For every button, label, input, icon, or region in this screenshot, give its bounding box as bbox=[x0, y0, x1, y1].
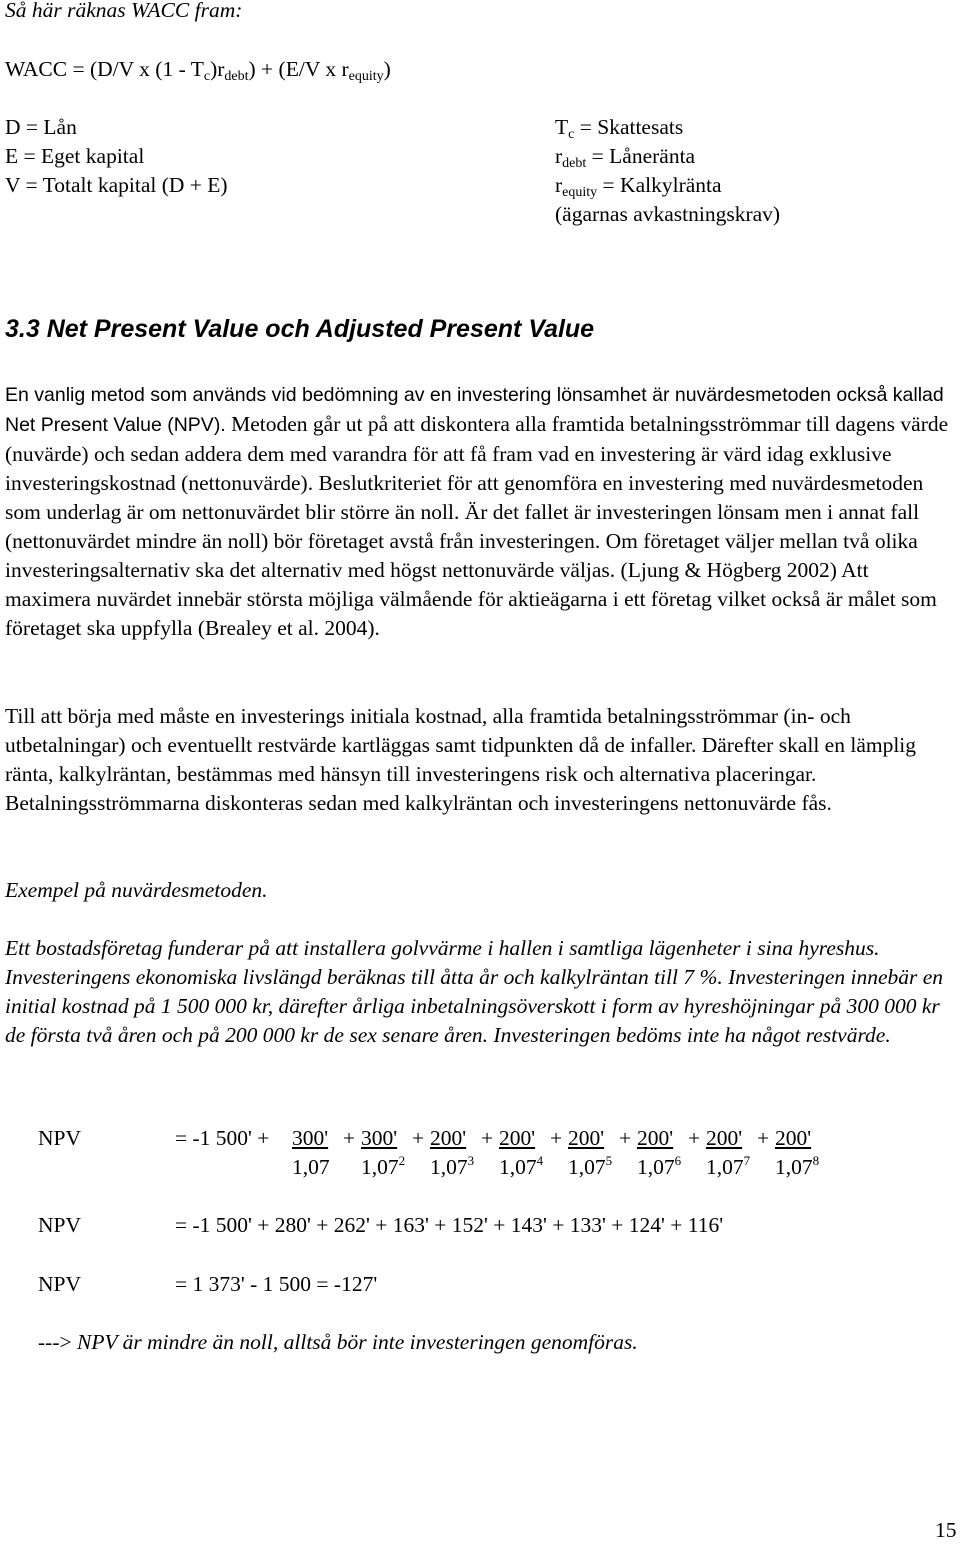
npv-denominator-base: 1,07 bbox=[775, 1155, 813, 1179]
npv-label-2: NPV bbox=[38, 1213, 82, 1237]
npv-denominator bbox=[430, 1153, 474, 1182]
npv-plus-sign: + bbox=[343, 1126, 356, 1150]
intro-title: Så här räknas WACC fram: bbox=[5, 0, 243, 22]
paragraph-sans-part: En vanlig metod som används vid bedömning av en investering lönsamhet är nuvärdesmetoden också kallad Net Present Value (NPV). bbox=[5, 384, 944, 436]
npv-exponent: 2 bbox=[398, 1153, 406, 1168]
definitions-right bbox=[555, 113, 780, 229]
npv-row3: = 1 373' - 1 500 = -127' bbox=[175, 1272, 378, 1296]
npv-exponent: 8 bbox=[812, 1153, 820, 1168]
npv-denominator-base: 1,07 bbox=[430, 1155, 468, 1179]
npv-plus-sign: + bbox=[481, 1126, 494, 1150]
formula-part: ) bbox=[383, 57, 391, 81]
conclusion-arrow: ---> bbox=[38, 1330, 72, 1354]
def-symbol: T bbox=[555, 115, 569, 139]
npv-label-3: NPV bbox=[38, 1272, 82, 1296]
definition-requity bbox=[555, 171, 780, 200]
formula-part: ) + (E/V x r bbox=[248, 57, 349, 81]
paragraph-method-steps bbox=[5, 702, 955, 818]
definition-tc bbox=[555, 113, 780, 142]
def-text: = Låneränta bbox=[586, 144, 696, 168]
formula-sub-debt: debt bbox=[224, 69, 249, 84]
def-sub: equity bbox=[562, 185, 598, 200]
definition-rdebt bbox=[555, 142, 780, 171]
definition-d: D = Lån bbox=[5, 115, 77, 139]
npv-denominator bbox=[568, 1153, 612, 1182]
formula-sub-equity: equity bbox=[348, 69, 384, 84]
npv-exponent: 7 bbox=[743, 1153, 751, 1168]
npv-denominator bbox=[775, 1153, 819, 1182]
definition-e: E = Eget kapital bbox=[5, 144, 145, 168]
def-sub: c bbox=[568, 127, 575, 142]
example-text bbox=[5, 934, 955, 1050]
formula-part: )r bbox=[210, 57, 225, 81]
formula-part: WACC = (D/V x (1 - T bbox=[5, 57, 204, 81]
def-symbol: r bbox=[555, 173, 563, 197]
npv-denominator bbox=[499, 1153, 543, 1182]
npv-row2: = -1 500' + 280' + 262' + 163' + 152' + 143' + 133' + 124' + 116' bbox=[175, 1213, 724, 1237]
example-title: Exempel på nuvärdesmetoden. bbox=[5, 878, 268, 902]
npv-denominator-base: 1,07 bbox=[706, 1155, 744, 1179]
npv-denominator-base: 1,07 bbox=[568, 1155, 606, 1179]
wacc-formula bbox=[5, 55, 391, 84]
npv-numerator: 200' bbox=[775, 1126, 812, 1150]
npv-plus-sign: + bbox=[757, 1126, 770, 1150]
definitions-left bbox=[5, 113, 228, 200]
def-symbol: r bbox=[555, 144, 563, 168]
npv-denominator bbox=[292, 1153, 330, 1182]
npv-row1-start: = -1 500' + bbox=[175, 1126, 270, 1150]
paragraph-text: Till att börja med måste en investerings initiala kostnad, alla framtida betalningsströmmar (in- och utbetalningar) och eventuellt restvärde kartläggas samt tidpunkten då de infaller. Därefter skall en lämplig ränta, kalkylräntan, bestämmas med hänsyn till investeringens risk och alternativa placeringar. Betalningsströmmarna diskonteras sedan med kalkylräntan och investeringens nettonuvärde fås. bbox=[5, 704, 917, 815]
paragraph-npv-description bbox=[5, 380, 955, 643]
definition-v: V = Totalt kapital (D + E) bbox=[5, 173, 228, 197]
def-text: = Skattesats bbox=[574, 115, 684, 139]
definition-requity-note: (ägarnas avkastningskrav) bbox=[555, 202, 781, 226]
npv-numerator: 200' bbox=[637, 1126, 674, 1150]
npv-denominator bbox=[361, 1153, 405, 1182]
npv-exponent: 4 bbox=[536, 1153, 544, 1168]
conclusion bbox=[38, 1328, 638, 1357]
def-sub: debt bbox=[562, 156, 587, 171]
paragraph-serif-part: Metoden går ut på att diskontera alla framtida betalningsströmmar till dagens värde (nuvärde) och sedan addera dem med varandra för att få fram vad en investering är värd idag exklusive investeringskostnad (nettonuvärde). Beslutkriteriet för att genomföra en investering med nuvärdesmetoden som underlag är om nettonuvärdet blir större än noll. Är det fallet är investeringen lönsam men i annat fall (nettonuvärdet mindre än noll) bör företaget avstå från investeringen. Om företaget väljer mellan två olika investeringsalternativ ska det alternativ med högst nettonuvärde väljas. (Ljung & Högberg 2002) Att maximera nuvärdet innebär största möjliga välmående för aktieägarna i ett företag vilket också är målet som företaget ska uppfylla (Brealey et al. 2004). bbox=[5, 412, 949, 640]
npv-numerator: 200' bbox=[706, 1126, 743, 1150]
formula-sub-c: c bbox=[203, 69, 211, 84]
npv-exponent: 6 bbox=[674, 1153, 682, 1168]
npv-numerator: 200' bbox=[568, 1126, 605, 1150]
npv-plus-sign: + bbox=[550, 1126, 563, 1150]
npv-exponent: 3 bbox=[467, 1153, 475, 1168]
npv-denominator-base: 1,07 bbox=[499, 1155, 537, 1179]
npv-label-1: NPV bbox=[38, 1126, 82, 1150]
npv-numerator: 300' bbox=[292, 1126, 329, 1150]
example-paragraph: Ett bostadsföretag funderar på att installera golvvärme i hallen i samtliga lägenheter i sina hyreshus. Investeringens ekonomiska livslängd beräknas till åtta år och kalkylräntan till 7 %. Investeringen innebär en initial kostnad på 1 500 000 kr, därefter årliga inbetalningsöverskott i form av hyreshöjningar på 300 000 kr de första två åren och på 200 000 kr de sex senare åren. Investeringen bedöms inte ha något restvärde. bbox=[5, 936, 944, 1047]
npv-exponent: 5 bbox=[605, 1153, 613, 1168]
npv-denominator-base: 1,07 bbox=[292, 1155, 330, 1179]
npv-plus-sign: + bbox=[688, 1126, 701, 1150]
conclusion-text: NPV är mindre än noll, alltså bör inte investeringen genomföras. bbox=[71, 1330, 638, 1354]
npv-plus-sign: + bbox=[412, 1126, 425, 1150]
npv-denominator bbox=[706, 1153, 750, 1182]
section-heading: 3.3 Net Present Value och Adjusted Present Value bbox=[5, 315, 595, 343]
npv-numerator: 300' bbox=[361, 1126, 398, 1150]
npv-denominator-base: 1,07 bbox=[361, 1155, 399, 1179]
def-text: = Kalkylränta bbox=[597, 173, 722, 197]
npv-numerator: 200' bbox=[499, 1126, 536, 1150]
npv-numerator: 200' bbox=[430, 1126, 467, 1150]
page-number: 15 bbox=[935, 1518, 957, 1542]
npv-denominator-base: 1,07 bbox=[637, 1155, 675, 1179]
npv-denominator bbox=[637, 1153, 681, 1182]
npv-plus-sign: + bbox=[619, 1126, 632, 1150]
